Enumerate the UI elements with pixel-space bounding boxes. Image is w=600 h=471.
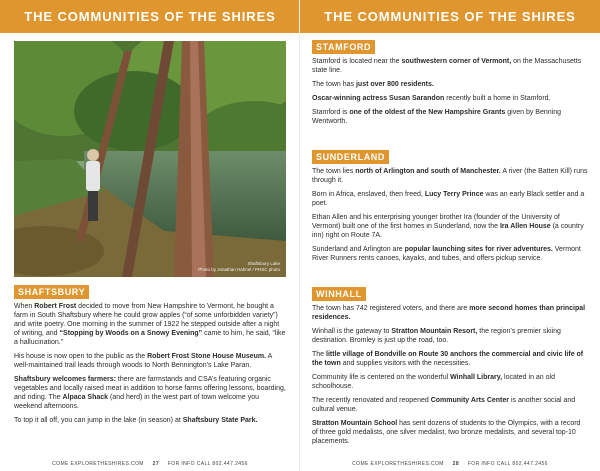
bold-emphasis: Lucy Terry Prince [424, 191, 484, 198]
sunderland-paragraph: Sunderland and Arlington are popular launching sites for river adventures. Vermont River Runners rents canoes, kayaks, and tubes, and offers pickup service. [312, 246, 581, 262]
page-number-left: 27 [152, 461, 160, 467]
footer-website: COME EXPLORETHESHIRES.COM [352, 461, 444, 467]
footer-phone: FOR INFO CALL 802.447.2456 [467, 461, 548, 467]
bold-emphasis: Oscar-winning actress Susan Sarandon [312, 95, 445, 102]
section-body-shaftsbury [14, 302, 286, 430]
photo-credit-line-1: Shaftsbury Lake [247, 261, 280, 266]
footer-phone: FOR INFO CALL 802.447.2456 [167, 461, 248, 467]
winhall-paragraph: The town has 742 registered voters, and there are more second homes than principal residences. [312, 305, 586, 321]
page-number-right: 28 [452, 461, 460, 467]
winhall-paragraph: Winhall is the gateway to Stratton Mountain Resort, the region’s premier skiing destination. Bromley is just up the road, too. [312, 328, 561, 344]
sunderland-paragraph: The town lies north of Arlington and south of Manchester. A river (the Batten Kill) runs through it. [312, 168, 588, 184]
stamford-paragraph: The town has just over 800 residents. [312, 81, 434, 88]
stamford-paragraph: Stamford is one of the oldest of the New Hampshire Grants given by Benning Wentworth. [312, 109, 561, 125]
sunderland-paragraph: Ethan Allen and his enterprising younger brother Ira (founder of the University of Vermont) built one of the first homes in Sunderland, now the Ira Allen House (a country inn) right on Route 7A. [312, 214, 584, 239]
section-label-shaftsbury: SHAFTSBURY [14, 285, 89, 299]
shaftsbury-paragraph: His house is now open to the public as the Robert Frost Stone House Museum. A well-maintained trail leads through woods to North Bennington’s Lake Paran. [14, 353, 272, 369]
bold-emphasis: Ira Allen House [499, 223, 551, 230]
page-header-left: THE COMMUNITIES OF THE SHIRES [0, 0, 300, 33]
page-28 [300, 0, 600, 471]
shaftsbury-paragraph: When Robert Frost decided to move from New Hampshire to Vermont, he bought a farm in South Shaftsbury where he could grow apples (“of some unforbidden variety”) and write poetry. One morning in the summer of 1922 he stepped outside after a night of writing, and “Stopping by Woods on a Snowy Evening” came to him, he said, “like a hallucination.” [14, 303, 286, 346]
section-body-winhall [312, 304, 588, 451]
section-body-sunderland [312, 167, 588, 268]
section-body-stamford [312, 57, 588, 131]
bold-emphasis: Stratton Mountain Resort, [391, 328, 478, 335]
bold-emphasis: Stratton Mountain School [312, 420, 398, 427]
stamford-paragraph: Stamford is located near the southwestern corner of Vermont, on the Massachusetts state line. [312, 58, 582, 74]
bold-emphasis: Robert Frost Stone House Museum. [147, 353, 267, 360]
bold-emphasis: popular launching sites for river adventures. [404, 246, 553, 253]
winhall-paragraph: Stratton Mountain School has sent dozens of students to the Olympics, with a record of three gold medalists, one silver medalist, two bronze medalists, and several top-10 placements. [312, 420, 581, 445]
page-footer-left [0, 461, 300, 467]
bold-emphasis: Winhall Library, [450, 374, 503, 381]
page-footer-right [300, 461, 600, 467]
section-label-stamford: STAMFORD [312, 40, 375, 54]
bold-emphasis: Community Arts Center [430, 397, 510, 404]
winhall-paragraph: The little village of Bondville on Route 30 anchors the commercial and civic life of the town and supplies visitors with the necessities. [312, 351, 584, 367]
photo-credit-line-2: Photo by Jonathan Hahnel / PHSC photo [198, 267, 280, 272]
bold-emphasis: little village of Bondville on Route 30 anchors the commercial and civic life of the town [312, 351, 584, 367]
stamford-paragraph: Oscar-winning actress Susan Sarandon recently built a home in Stamford. [312, 95, 551, 102]
bold-emphasis: just over 800 residents. [355, 81, 434, 88]
bold-emphasis: Robert Frost [34, 303, 77, 310]
section-label-sunderland: SUNDERLAND [312, 150, 389, 164]
bold-emphasis: southwestern corner of Vermont, [401, 58, 512, 65]
bold-emphasis: Shaftsbury welcomes farmers: [14, 376, 116, 383]
bold-emphasis: north of Arlington and south of Manchester. [355, 168, 501, 175]
bold-emphasis: one of the oldest of the New Hampshire Grants [349, 109, 506, 116]
shaftsbury-paragraph: To top it all off, you can jump in the lake (in season) at Shaftsbury State Park. [14, 417, 258, 424]
page-header-right: THE COMMUNITIES OF THE SHIRES [300, 0, 600, 33]
lake-scene-illustration [14, 41, 286, 277]
shaftsbury-paragraph: Shaftsbury welcomes farmers: there are farmstands and CSA’s featuring organic vegetables and locally raised meat in addition to horse farms offering lessons, boarding, and riding. The Alpaca Shack (and herd) in the west part of town welcome you weekend afternoons. [14, 376, 286, 410]
photo-credit [198, 261, 280, 273]
lakeside-photo [14, 41, 286, 277]
bold-emphasis: “Stopping by Woods on a Snowy Evening” [59, 330, 203, 337]
bold-emphasis: Shaftsbury State Park. [182, 417, 258, 424]
winhall-paragraph: The recently renovated and reopened Community Arts Center is another social and cultural venue. [312, 397, 576, 413]
bold-emphasis: Alpaca Shack [62, 394, 109, 401]
section-label-winhall: WINHALL [312, 287, 366, 301]
winhall-paragraph: Community life is centered on the wonderful Winhall Library, located in an old schoolhouse. [312, 374, 555, 390]
sunderland-paragraph: Born in Africa, enslaved, then freed, Lucy Terry Prince was an early Black settler and a poet. [312, 191, 585, 207]
footer-website: COME EXPLORETHESHIRES.COM [52, 461, 144, 467]
bold-emphasis: more second homes than principal residences. [312, 305, 586, 321]
